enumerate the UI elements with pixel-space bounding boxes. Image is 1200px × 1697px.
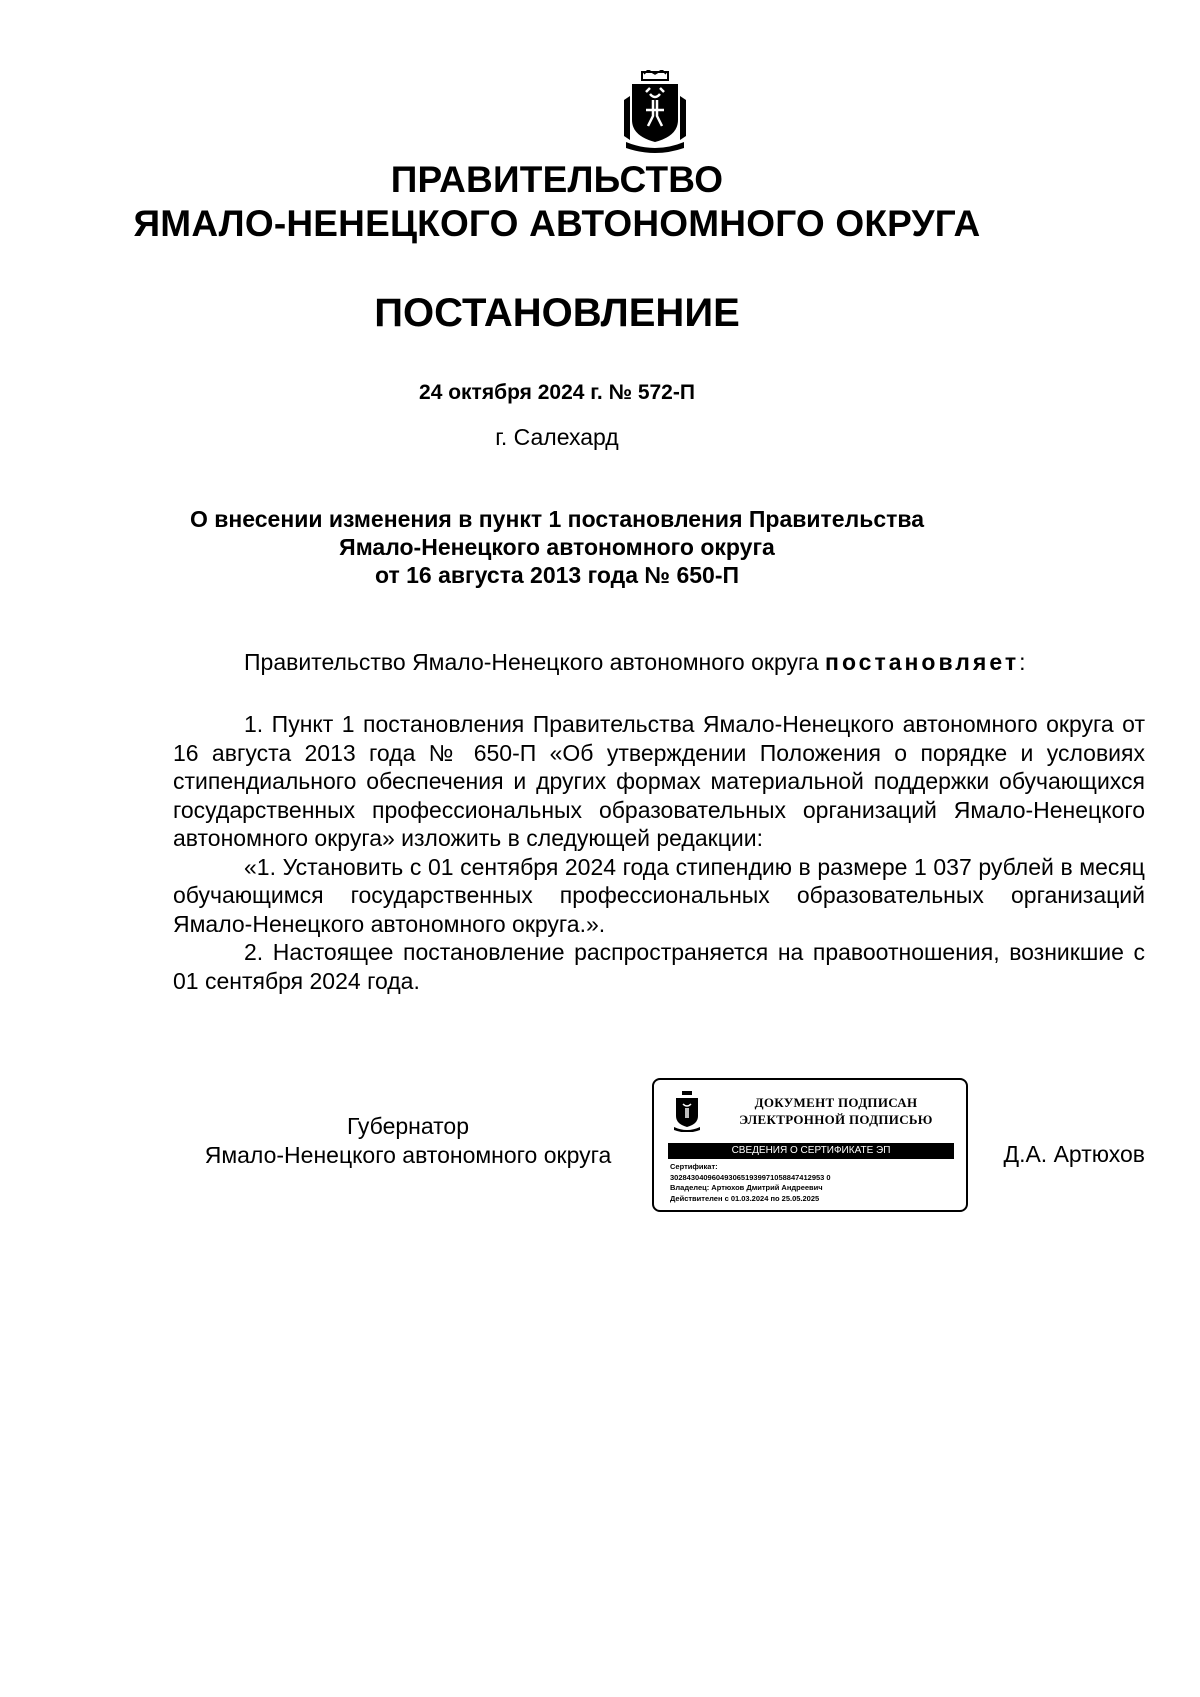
paragraph-quoted-new-text: «1. Установить с 01 сентября 2024 года стипендию в размере 1 037 рублей в месяц обучающимся государственных профессиональных образовательных организаций Ямало-Ненецкого автономного округа.». [173,853,1145,937]
stamp-heading-line1: ДОКУМЕНТ ПОДПИСАН [754,1095,918,1110]
document-title-line3: от 16 августа 2013 года № 650-П [374,562,740,588]
document-type: ПОСТАНОВЛЕНИЕ [374,291,740,335]
paragraph-2: 2. Настоящее постановление распространяется на правоотношения, возникшие с 01 сентября 2024 года. [173,939,1145,994]
signatory-name: Д.А. Артюхов [1003,1141,1145,1167]
stamp-heading [712,1094,960,1128]
stamp-validity: Действителен с 01.03.2024 по 25.05.2025 [670,1193,820,1203]
preamble [244,648,1144,676]
organization-name-line1: ПРАВИТЕЛЬСТВО [390,159,724,200]
stamp-heading-line2: ЭЛЕКТРОННОЙ ПОДПИСЬЮ [739,1112,933,1127]
document-date-number: 24 октября 2024 г. № 572-П [419,381,695,404]
document-title-line2: Ямало-Ненецкого автономного округа [339,534,775,560]
signatory-position-line1: Губернатор [346,1113,470,1139]
preamble-emphasis: постановляет [825,649,1020,675]
document-city: г. Салехард [495,424,619,450]
stamp-certificate-bar: СВЕДЕНИЯ О СЕРТИФИКАТЕ ЭП [668,1143,954,1159]
signatory-position-line2: Ямало-Ненецкого автономного округа [204,1142,612,1168]
document-body [173,710,1145,995]
stamp-emblem-icon [672,1090,702,1132]
paragraph-1: 1. Пункт 1 постановления Правительства Ямало-Ненецкого автономного округа от 16 августа 2013 года № 650-П «Об утверждении Положения о порядке и условиях стипендиального обеспечения и других формах материальной поддержки обучающихся государственных профессиональных образовательных организаций Ямало-Ненецкого автономного округа» изложить в следующей редакции: [173,711,1145,851]
stamp-cert-label: Сертификат: [670,1162,718,1171]
preamble-tail: : [1019,649,1026,675]
stamp-owner: Владелец: Артюхов Дмитрий Андреевич [670,1183,823,1192]
organization-name-line2: ЯМАЛО-НЕНЕЦКОГО АВТОНОМНОГО ОКРУГА [133,203,981,244]
signatory-position [173,1112,643,1170]
document-title-line1: О внесении изменения в пункт 1 постановления Правительства [189,506,925,532]
document-title [0,505,1200,589]
preamble-text: Правительство Ямало-Ненецкого автономного округа [244,649,826,675]
coat-of-arms-emblem [620,70,690,154]
stamp-cert-number: 3028430409604930651939971058847412953 0 [670,1172,831,1182]
